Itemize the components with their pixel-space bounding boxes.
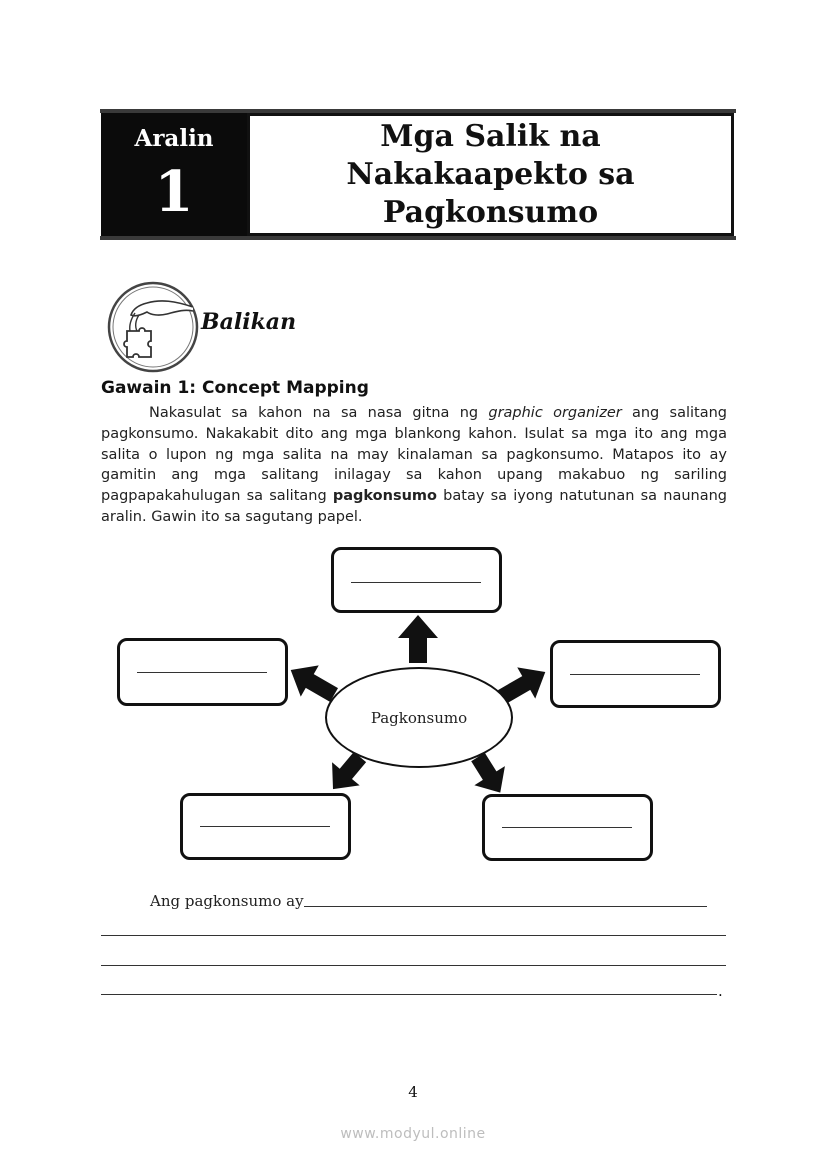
- lesson-number-box: [101, 113, 247, 236]
- lesson-title-box: [247, 113, 734, 236]
- lesson-label: Aralin: [134, 125, 214, 152]
- lesson-number: 1: [154, 159, 194, 225]
- answer-blank-left[interactable]: [137, 672, 267, 673]
- concept-center-ellipse: [325, 667, 513, 768]
- instructions-italic: graphic organizer: [488, 405, 622, 421]
- hand-puzzle-icon: [105, 279, 201, 375]
- answer-line-2[interactable]: [101, 935, 726, 936]
- concept-center-label: Pagkonsumo: [370, 708, 468, 727]
- answer-blank-right[interactable]: [570, 674, 700, 675]
- lesson-title-line-3: Pagkonsumo: [382, 194, 599, 230]
- answer-blank-lower-left[interactable]: [200, 826, 330, 827]
- lesson-title: [346, 118, 634, 232]
- answer-blank-lower-right[interactable]: [502, 827, 632, 828]
- activity-instructions: [101, 403, 727, 528]
- instructions-text-3: batay sa iyong natutunan sa naunang aralin. Gawin ito sa sagutang papel.: [101, 488, 727, 525]
- answer-end-mark: .: [718, 982, 723, 1000]
- answer-line-3[interactable]: [101, 965, 726, 966]
- instructions-bold: pagkonsumo: [332, 488, 437, 505]
- arrow-up: [398, 615, 438, 663]
- section-label: Balikan: [201, 309, 297, 335]
- page-number: 4: [408, 1083, 418, 1101]
- answer-line-4[interactable]: [101, 994, 717, 995]
- answer-lead-text: Ang pagkonsumo ay: [150, 892, 304, 910]
- instructions-text-2: ang salitang pagkonsumo. Nakakabit dito ang mga blankong kahon. Isulat sa mga ito ang mga salita o lupon ng mga salita na may kinalaman sa pagkonsumo. Matapos ito ay gamitin ang mga salitang inilagay sa kahon upang makabuo ng sariling pagpapakahulugan sa salitang: [101, 405, 727, 505]
- activity-title: Gawain 1: Concept Mapping: [101, 378, 369, 398]
- watermark: www.modyul.online: [340, 1126, 486, 1142]
- concept-box-top[interactable]: [331, 547, 502, 613]
- lesson-title-line-2: Nakakaapekto sa: [346, 156, 635, 192]
- lesson-title-line-1: Mga Salik na: [380, 118, 601, 154]
- answer-line-1[interactable]: [304, 906, 707, 907]
- answer-blank-top[interactable]: [351, 582, 481, 583]
- instructions-text-1: Nakasulat sa kahon na sa nasa gitna ng: [149, 405, 489, 421]
